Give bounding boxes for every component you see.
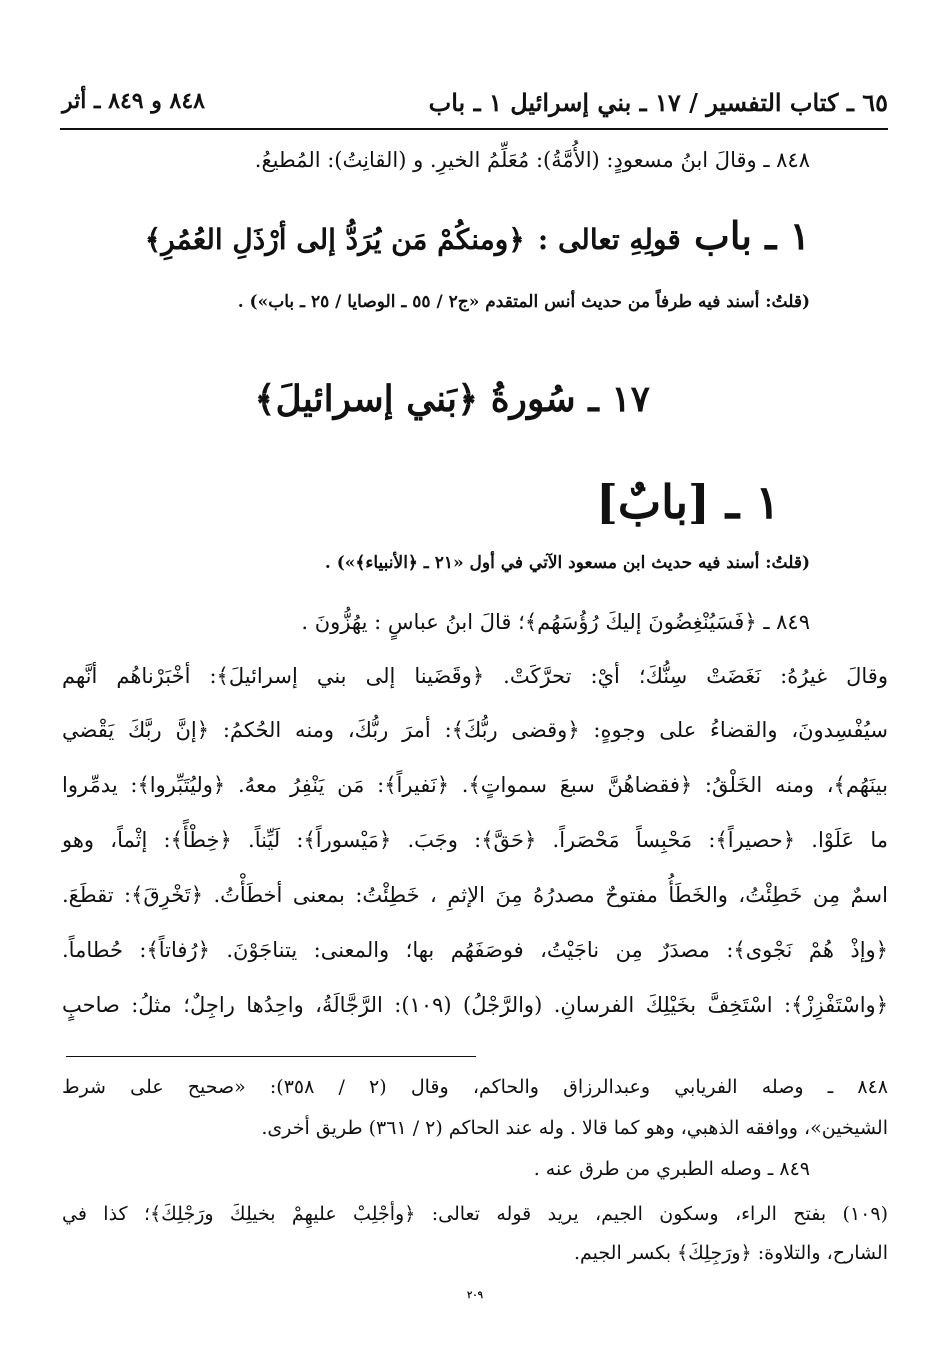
chapter-ayah: ﴿ومنكُمْ مَن يُرَدُّ إلى أرْذَلِ العُمُرِ﴾: [144, 223, 525, 256]
page-number: [0, 1290, 950, 1301]
chapter-heading: [145, 213, 810, 258]
body-line-2: سيُفْسِدونَ، والقضاءُ على وجوهٍ: ﴿وقضى ربُّكَ﴾: أمرَ ربُّكَ، ومنه الحُكمُ: ﴿إنَّ ربَّكَ يَقْضي: [62, 718, 888, 742]
body-line-3: بينَهُم﴾، ومنه الخَلْقُ: ﴿فقضاهُنَّ سبعَ سمواتٍ﴾. ﴿نَفيراً﴾: مَن يَنْفِرُ معهُ. ﴿وليُتَبِّروا﴾: يدمِّروا: [62, 773, 888, 797]
footnote-109-line-2: الشارح، والتلاوة: ﴿ورَجِلِكَ﴾ بكسر الجيم.: [573, 1242, 888, 1264]
note-1: (قلتُ: أسند فيه طرفاً من حديث أنس المتقدم «ج٢ / ٥٥ ـ الوصايا / ٢٥ ـ باب») .: [237, 292, 810, 312]
chapter-number: ١ ـ باب: [694, 213, 810, 258]
footnote-109-line-1: (١٠٩) بفتح الراء، وسكون الجيم، يريد قوله تعالى: ﴿وأجْلِبْ عليهِمْ بخيلِكَ ورَجْلِكَ﴾؛ كذا في: [62, 1203, 888, 1225]
running-header-left: ٨٤٨ و ٨٤٩ ـ أثر: [62, 88, 205, 114]
body-line-7: ﴿واسْتَفْزِزْ﴾: اسْتَخِفَّ بخَيْلِكَ الفرسانِ. (والرَّجْلُ) (١٠٩): الرَّجَّالَةُ، واحِدُها راجِلٌ؛ مثلُ: صاحبٍ: [62, 993, 888, 1017]
body-line-4: ما عَلَوْا. ﴿حصيراً﴾: مَحْبِساً مَحْصَراً. ﴿حَقَّ﴾: وجَبَ. ﴿مَيْسوراً﴾: لَيِّناً. ﴿خِطْأً﴾: إثْماً، وهو: [62, 828, 888, 852]
entry-849: ٨٤٩ ـ ﴿فَسَيُنْغِضُونَ إليكَ رُؤُسَهُم﴾؛ قالَ ابنُ عباسٍ : يهُزُّونَ .: [301, 610, 810, 634]
footnote-848-line-2: الشيخين»، ووافقه الذهبي، وهو كما قالا . وله عند الحاكم (٢ / ٣٦١) طريق أخرى.: [261, 1117, 888, 1139]
header-rule: [60, 128, 888, 130]
body-line-5: اسمٌ مِن خَطِئْتُ، والخَطَأُ مفتوحٌ مصدرُهُ مِنَ الإثمِ ، خَطِئْتُ: بمعنى أخطَأْتُ. ﴿تَخْرِقَ﴾: تقطَعَ.: [62, 883, 888, 907]
surah-title: ١٧ ـ سُورةُ ﴿بَني إسرائيلَ﴾: [254, 378, 650, 420]
chapter-intro: قولِهِ تعالى :: [537, 223, 681, 256]
running-header-right: ٦٥ ـ كتاب التفسير / ١٧ ـ بني إسرائيل ١ ـ باب: [428, 88, 888, 117]
entry-848: ٨٤٨ ـ وقالَ ابنُ مسعودٍ: (الأُمَّةُ): مُعَلِّمُ الخيرِ. و (القانِتُ): المُطيعُ.: [254, 148, 810, 172]
page-number-text: ٢٠٩: [466, 1290, 484, 1301]
footnote-rule: [66, 1056, 476, 1057]
footnote-849: ٨٤٩ ـ وصله الطبري من طرق عنه .: [533, 1158, 810, 1180]
body-line-6: ﴿وإذْ هُمْ نَجْوى﴾: مصدَرٌ مِن ناجَيْتُ، فوصَفَهُم بها؛ والمعنى: يتناجَوْنَ. ﴿رُفاتاً﴾: حُطاماً.: [62, 938, 888, 962]
body-line-1: وقالَ غيرُهُ: نَغَضَتْ سِنُّكَ؛ أيْ: تحرَّكَتْ. ﴿وقَضَينا إلى بني إسرائيلَ﴾: أخْبَرْناهُم أنَّهم: [62, 664, 888, 688]
footnote-848-line-1: ٨٤٨ ـ وصله الفريابي وعبدالرزاق والحاكم، وقال (٢ / ٣٥٨): «صحيح على شرط: [62, 1076, 888, 1098]
bab-title: ١ ـ [بابٌ]: [596, 475, 780, 529]
note-2: (قلتُ: أسند فيه حديث ابن مسعود الآتي في أول «٢١ ـ ﴿الأنبياء﴾») .: [324, 553, 810, 573]
